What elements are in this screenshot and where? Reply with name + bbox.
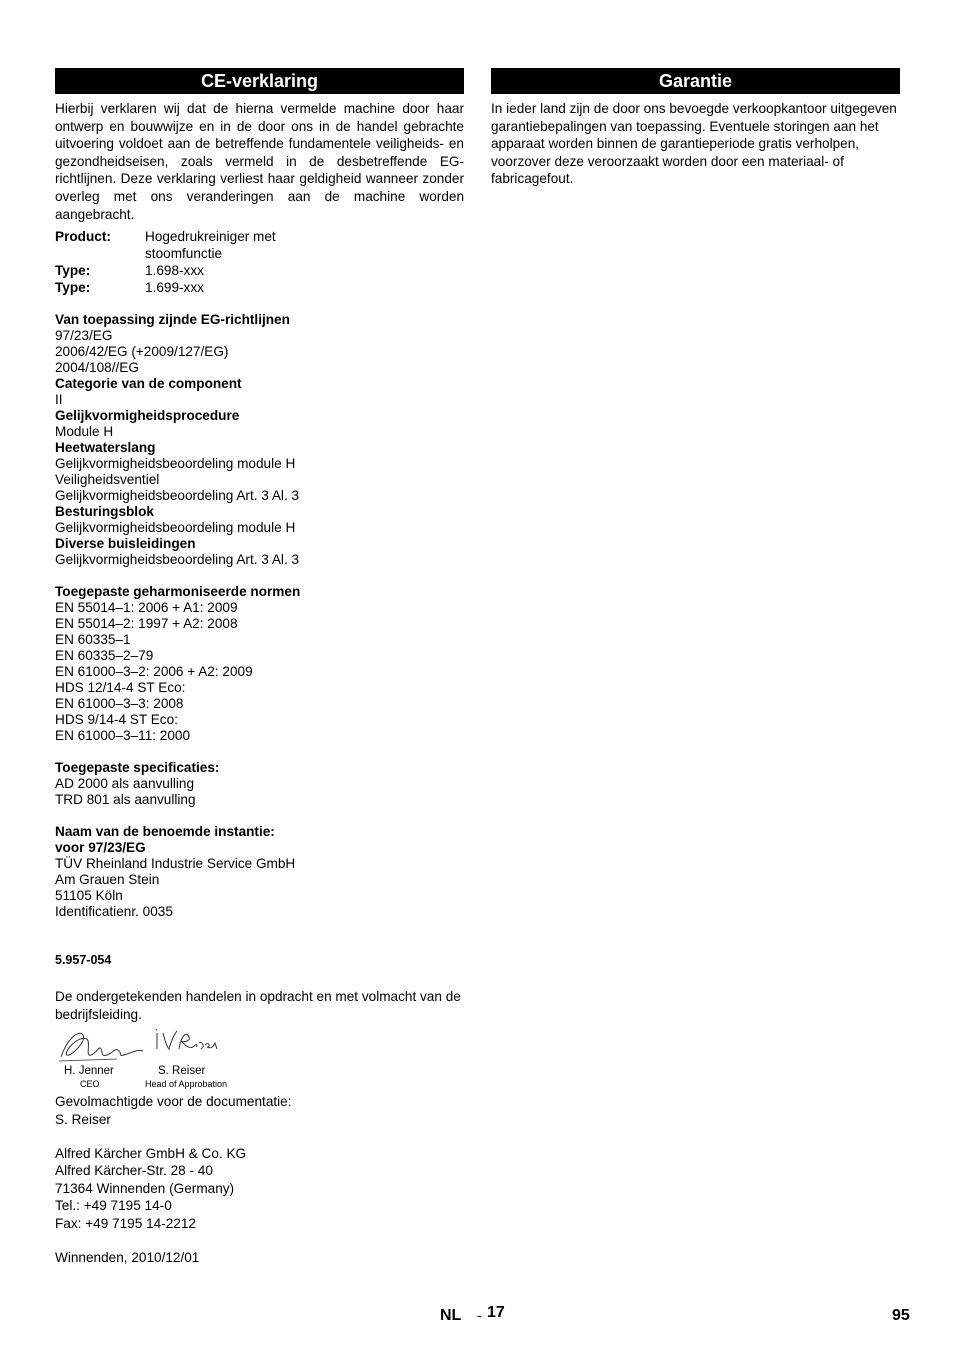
norm-item: EN 55014–1: 2006 + A1: 2009 (55, 600, 238, 616)
signatory-1-title: CEO (80, 1079, 100, 1090)
footer-language: NL (440, 1307, 462, 1324)
notified-body-line: Identificatienr. 0035 (55, 904, 173, 920)
company-line: Tel.: +49 7195 14-0 (55, 1198, 172, 1214)
signatory-2-title: Head of Approbation (145, 1079, 228, 1090)
doc-auth-line: Gevolmachtigde voor de documentatie: (55, 1094, 292, 1110)
norm-item: EN 55014–2: 1997 + A2: 2008 (55, 616, 238, 632)
product-spec-table (55, 228, 276, 296)
type-value-1: 1.698-xxx (145, 263, 204, 279)
norm-item: HDS 9/14-4 ST Eco: (55, 712, 178, 728)
documentation-authority (55, 1093, 464, 1128)
notified-body-line: 51105 Köln (55, 888, 123, 904)
document-number: 5.957-054 (55, 953, 112, 968)
footer-page-number: 95 (892, 1307, 910, 1324)
norm-item: EN 61000–3–2: 2006 + A2: 2009 (55, 664, 253, 680)
warranty-column (491, 68, 900, 188)
norm-item: EN 60335–2–79 (55, 648, 154, 664)
hose-line: Gelijkvormigheidsbeoordeling Art. 3 Al. 3 (55, 488, 300, 504)
ce-declaration-heading: CE-verklaring (55, 68, 464, 94)
company-line: Fax: +49 7195 14-2212 (55, 1215, 196, 1231)
type-label-2: Type: (55, 280, 91, 296)
place-date: Winnenden, 2010/12/01 (55, 1249, 200, 1265)
signature-jenner-icon (57, 1027, 147, 1067)
warranty-heading: Garantie (491, 68, 900, 94)
notified-body-heading: Naam van de benoemde instantie: (55, 824, 275, 840)
spec-item: TRD 801 als aanvulling (55, 792, 196, 808)
hose-heading: Heetwaterslang (55, 440, 156, 456)
pipes-heading: Diverse buisleidingen (55, 536, 196, 552)
signatory-1-name: H. Jenner (64, 1065, 114, 1078)
notified-body-line: Am Grauen Stein (55, 872, 160, 888)
product-value-1: Hogedrukreiniger met (145, 229, 276, 245)
ce-declaration-column (55, 68, 464, 1266)
norm-item: HDS 12/14-4 ST Eco: (55, 680, 186, 696)
norms-heading: Toegepaste geharmoniseerde normen (55, 584, 301, 600)
hose-line: Gelijkvormigheidsbeoordeling module H (55, 456, 296, 472)
signature-block (55, 1027, 464, 1090)
company-address (55, 1145, 464, 1233)
type-label-1: Type: (55, 263, 91, 279)
spec-item: AD 2000 als aanvulling (55, 776, 195, 792)
footer-section-page: 17 (487, 1304, 505, 1321)
control-heading: Besturingsblok (55, 504, 154, 520)
product-value-2: stoomfunctie (145, 246, 223, 262)
pipes-value: Gelijkvormigheidsbeoordeling Art. 3 Al. 3 (55, 552, 300, 568)
procedure-heading: Gelijkvormigheidsprocedure (55, 408, 240, 424)
signatory-2-name: S. Reiser (158, 1065, 206, 1078)
footer-dash: - (477, 1307, 482, 1323)
category-value: II (55, 392, 63, 408)
warranty-paragraph: In ieder land zijn de door ons bevoegde verkoopkantoor uitgegeven garantiebepalingen van toepassing. Eventuele storingen aan het apparaat worden binnen de garantieperiode gratis verholpen, voorzover deze veroorzaakt worden door een materiaal- of fabricagefout. (491, 101, 897, 187)
control-value: Gelijkvormigheidsbeoordeling module H (55, 520, 296, 536)
signatories-text: De ondergetekenden handelen in opdracht en met volmacht van de bedrijfsleiding. (55, 989, 461, 1022)
hose-line: Veiligheidsventiel (55, 472, 160, 488)
doc-auth-line: S. Reiser (55, 1111, 111, 1127)
type-value-2: 1.699-xxx (145, 280, 204, 296)
product-label: Product: (55, 229, 111, 245)
directive-item: 2004/108//EG (55, 360, 139, 376)
directives-heading: Van toepassing zijnde EG-richtlijnen (55, 312, 290, 328)
category-heading: Categorie van de component (55, 376, 242, 392)
norm-item: EN 61000–3–11: 2000 (55, 728, 191, 744)
procedure-value: Module H (55, 424, 114, 440)
norm-item: EN 60335–1 (55, 632, 131, 648)
directive-item: 97/23/EG (55, 328, 113, 344)
norm-item: EN 61000–3–3: 2008 (55, 696, 184, 712)
notified-body-line: TÜV Rheinland Industrie Service GmbH (55, 856, 296, 872)
company-line: Alfred Kärcher GmbH & Co. KG (55, 1145, 247, 1161)
company-line: Alfred Kärcher-Str. 28 - 40 (55, 1163, 213, 1179)
ce-intro-paragraph: Hierbij verklaren wij dat de hierna vermelde machine door haar ontwerp en bouwwijze en in de door ons in de handel gebrachte uitvoering voldoet aan de betreffende fundamentele veiligheids- en gezondheidseisen, zoals vermeld in de desbetreffende EG-richtlijnen. Deze verklaring verliest haar geldigheid wanneer zonder overleg met ons veranderingen aan de machine worden aangebracht. (55, 101, 464, 222)
company-line: 71364 Winnenden (Germany) (55, 1180, 235, 1196)
specs-heading: Toegepaste specificaties: (55, 760, 220, 776)
notified-body-sub: voor 97/23/EG (55, 840, 146, 856)
signature-reiser-icon (151, 1025, 221, 1061)
directive-item: 2006/42/EG (+2009/127/EG) (55, 344, 229, 360)
